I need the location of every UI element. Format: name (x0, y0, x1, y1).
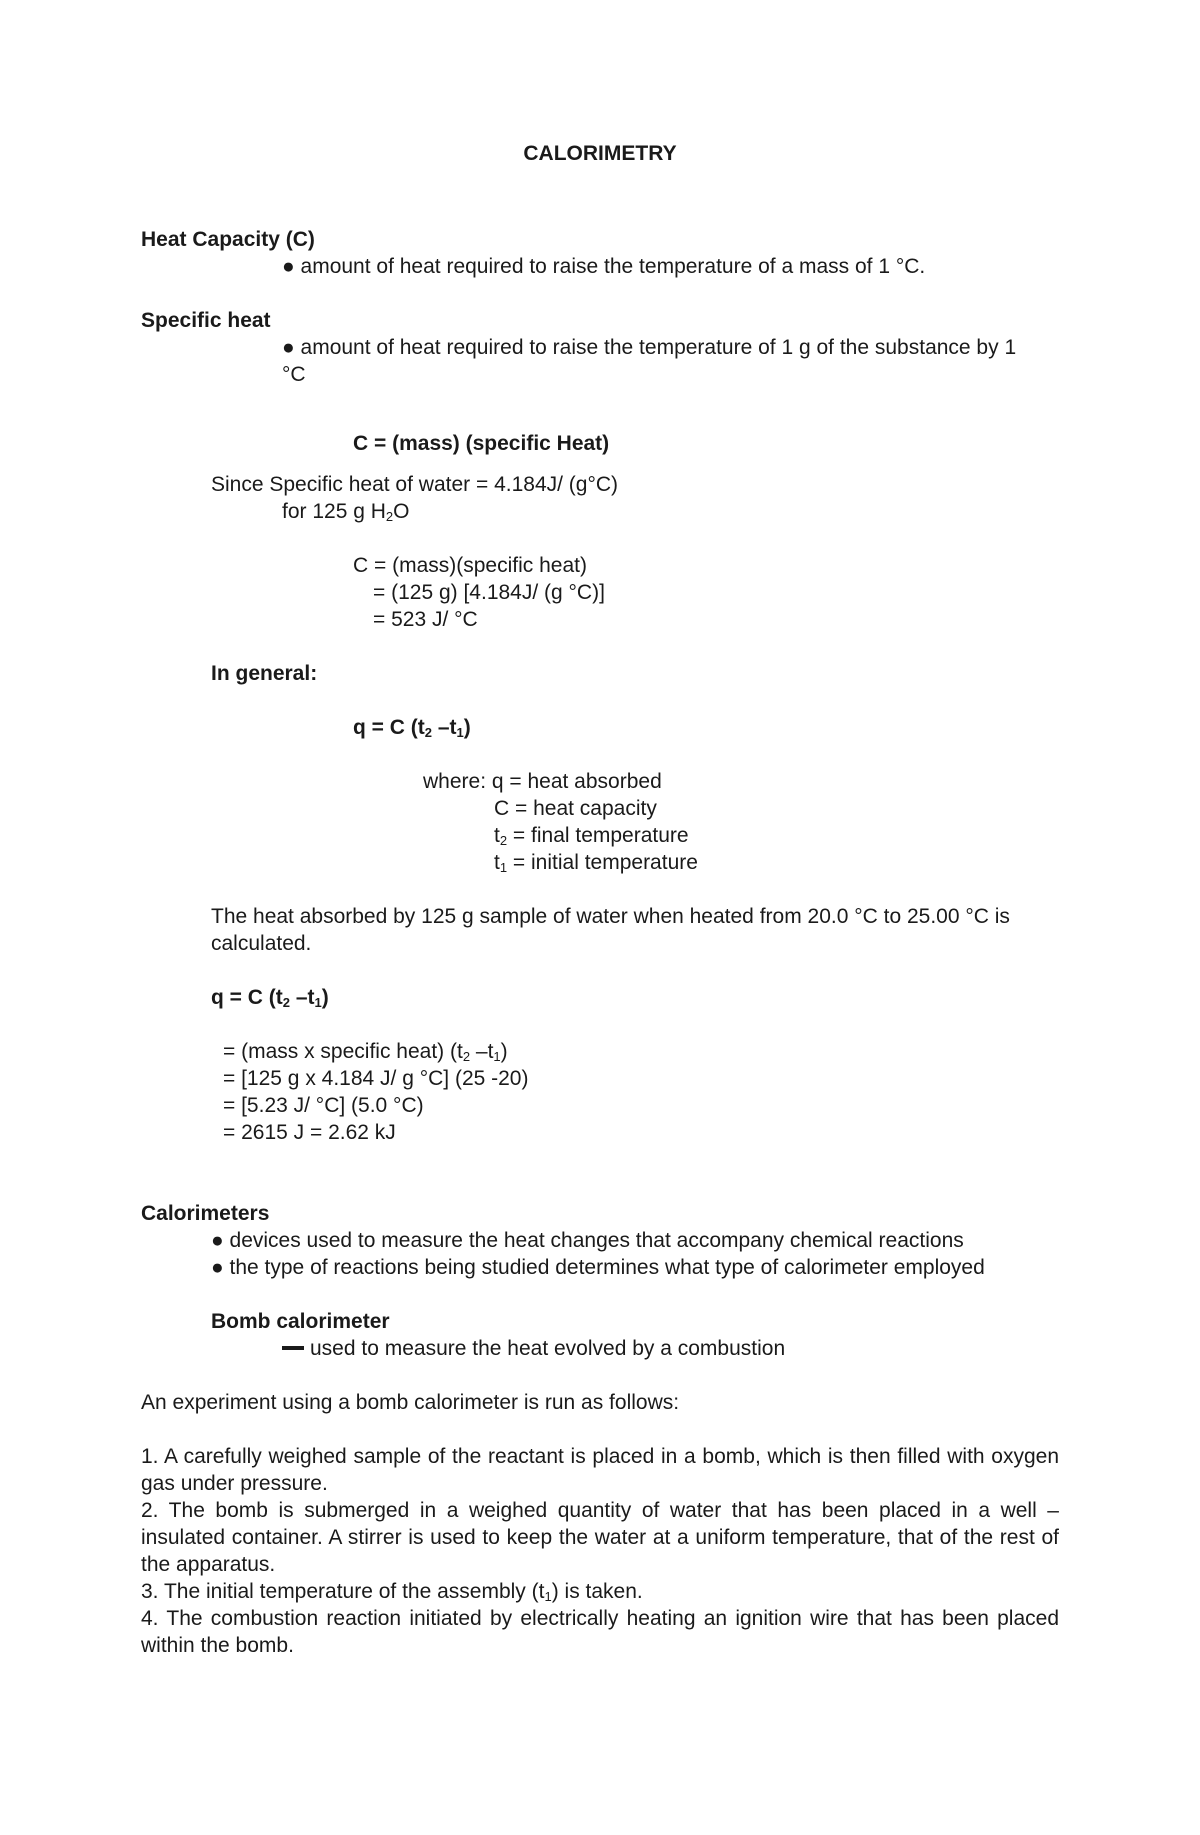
definition-text: used to measure the heat evolved by a combustion (310, 1337, 786, 1360)
experiment-step-2: 2. The bomb is submerged in a weighed quantity of water that has been placed in a well – insulated container. A stirrer is used to keep the water at a uniform temperature, that of the rest of the apparatus. (141, 1499, 1059, 1576)
formula-text: q = C (t (211, 986, 283, 1009)
experiment-step-3 (141, 1578, 1059, 1605)
sample-step-1 (223, 1038, 508, 1065)
calorimeters-heading: Calorimeters (141, 1202, 270, 1225)
experiment-step-1: 1. A carefully weighed sample of the reactant is placed in a bomb, which is then filled with oxygen gas under pressure. (141, 1445, 1059, 1495)
specific-heat-definition-line1: ● amount of heat required to raise the temperature of 1 g of the substance by 1 (282, 336, 1017, 359)
formula-text: –t (431, 716, 457, 739)
general-heat-formula (353, 714, 471, 741)
step-text: ) is taken. (551, 1580, 643, 1603)
where-t1-definition (494, 849, 698, 876)
variable-t: t (494, 851, 500, 874)
heat-capacity-heading: Heat Capacity (C) (141, 228, 315, 251)
formula-text: ) (463, 716, 471, 739)
calc-line-3: = 523 J/ °C (373, 608, 478, 631)
formula-text: ) (321, 986, 329, 1009)
in-general-heading: In general: (211, 662, 318, 685)
heat-capacity-definition: ● amount of heat required to raise the temperature of a mass of 1 °C. (282, 255, 926, 278)
subscript-2: 2 (385, 509, 394, 524)
calorimeters-bullet-1: ● devices used to measure the heat changes that accompany chemical reactions (211, 1229, 964, 1252)
step-text: = (mass x specific heat) (t (223, 1040, 463, 1063)
subscript-1: 1 (499, 860, 508, 875)
subscript-2: 2 (424, 725, 432, 740)
definition-text: = final temperature (507, 824, 689, 847)
step-text: 3. The initial temperature of the assembly (t (141, 1580, 545, 1603)
formula-text: –t (289, 986, 315, 1009)
where-q-definition: where: q = heat absorbed (423, 770, 662, 793)
experiment-step-4: 4. The combustion reaction initiated by electrically heating an ignition wire that has been placed within the bomb. (141, 1607, 1059, 1657)
subscript-1: 1 (544, 1589, 552, 1604)
definition-text: = initial temperature (507, 851, 698, 874)
experiment-intro: An experiment using a bomb calorimeter is run as follows: (141, 1391, 680, 1414)
water-specific-heat-statement: Since Specific heat of water = 4.184J/ (g°C) (211, 473, 619, 496)
subscript-2: 2 (462, 1049, 471, 1064)
calorimeters-bullet-2: ● the type of reactions being studied determines what type of calorimeter employed (211, 1256, 985, 1279)
specific-heat-heading: Specific heat (141, 309, 271, 332)
sample-statement-line2: calculated. (211, 932, 312, 955)
formula-text: q = C (t (353, 716, 425, 739)
calc-line-2: = (125 g) [4.184J/ (g °C)] (373, 581, 605, 604)
sample-step-2: = [125 g x 4.184 J/ g °C] (25 -20) (223, 1067, 529, 1090)
dash-icon (282, 1346, 304, 1350)
subscript-1: 1 (456, 725, 464, 740)
calc-line-1: C = (mass)(specific heat) (353, 554, 587, 577)
where-t2-definition (494, 822, 689, 849)
bomb-calorimeter-heading: Bomb calorimeter (211, 1310, 390, 1333)
bomb-calorimeter-definition (282, 1335, 785, 1362)
where-c-definition: C = heat capacity (494, 797, 657, 820)
step-text: –t (470, 1040, 494, 1063)
water-mass-statement (282, 498, 409, 525)
subscript-2: 2 (282, 995, 290, 1010)
specific-heat-definition-line2: °C (282, 363, 306, 386)
sample-statement-line1: The heat absorbed by 125 g sample of water when heated from 20.0 °C to 25.00 °C is (211, 905, 1010, 928)
subscript-2: 2 (499, 833, 508, 848)
step-text: ) (500, 1040, 508, 1063)
sample-heat-formula (211, 984, 329, 1011)
heat-capacity-formula: C = (mass) (specific Heat) (353, 432, 610, 455)
page-title: CALORIMETRY (523, 142, 677, 165)
sample-step-4: = 2615 J = 2.62 kJ (223, 1121, 396, 1144)
sample-step-3: = [5.23 J/ °C] (5.0 °C) (223, 1094, 424, 1117)
water-mass-text: for 125 g H (282, 500, 386, 523)
subscript-1: 1 (314, 995, 322, 1010)
water-mass-suffix: O (393, 500, 410, 523)
subscript-1: 1 (493, 1049, 501, 1064)
variable-t: t (494, 824, 500, 847)
